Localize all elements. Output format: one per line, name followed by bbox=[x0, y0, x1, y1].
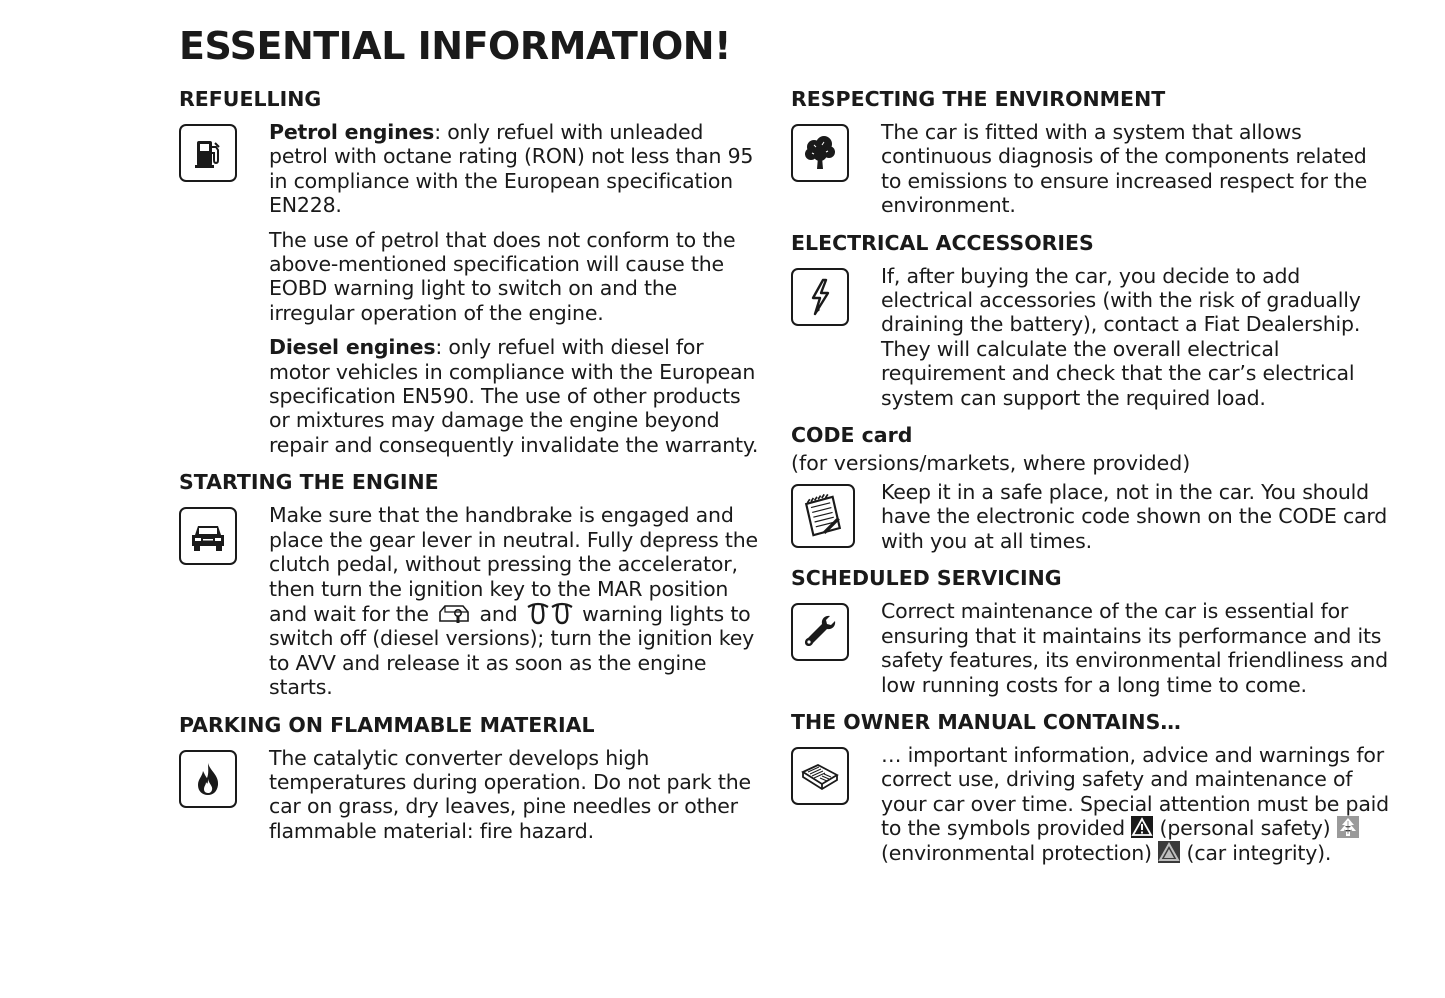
code-card-paragraph: Keep it in a safe place, not in the car. You should have the electronic code shown on the CODE card with you at all times. bbox=[881, 480, 1388, 553]
owner-manual-personal-safety: (personal safety) bbox=[1159, 816, 1331, 841]
parking-heading: PARKING ON FLAMMABLE MATERIAL bbox=[179, 712, 595, 737]
environment-heading: RESPECTING THE ENVIRONMENT bbox=[791, 87, 1166, 111]
section-refuelling bbox=[179, 84, 764, 457]
open-book-icon bbox=[791, 747, 849, 805]
refuelling-eobd-paragraph: The use of petrol that does not conform to the above-mentioned specification will cause the EOBD warning light to switch on and the irregular operation of the engine. bbox=[269, 227, 736, 325]
environmental-protection-icon bbox=[1337, 816, 1359, 838]
electrical-heading: ELECTRICAL ACCESSORIES bbox=[791, 230, 1094, 255]
section-electrical bbox=[791, 228, 1391, 410]
fuel-pump-icon bbox=[179, 124, 237, 182]
section-environment bbox=[791, 84, 1391, 218]
owner-manual-heading: THE OWNER MANUAL CONTAINS… bbox=[791, 709, 1181, 734]
owner-manual-text-a: … important information, advice and warnings for correct use, driving safety and maintenance of your car over time. Special attention must be paid to the symbols provided bbox=[881, 742, 1389, 841]
right-column bbox=[791, 84, 1391, 875]
section-starting-engine bbox=[179, 467, 764, 699]
glow-plug-warning-icon bbox=[526, 601, 574, 625]
section-owner-manual bbox=[791, 707, 1391, 865]
personal-safety-warning-icon bbox=[1131, 816, 1153, 838]
page-title: ESSENTIAL INFORMATION! bbox=[179, 24, 731, 68]
wrench-icon bbox=[791, 603, 849, 661]
parking-paragraph: The catalytic converter develops high temperatures during operation. Do not park the car on grass, dry leaves, pine needles or other flammable material: fire hazard. bbox=[269, 745, 751, 843]
lightning-icon bbox=[791, 268, 849, 326]
owner-manual-paragraph bbox=[881, 743, 1391, 865]
flame-icon bbox=[179, 750, 237, 808]
owner-manual-car-integrity: (car integrity). bbox=[1186, 840, 1332, 865]
refuelling-heading: REFUELLING bbox=[179, 87, 322, 111]
refuelling-petrol-paragraph bbox=[269, 120, 764, 218]
car-icon bbox=[179, 507, 237, 565]
diesel-engines-text: : only refuel with diesel for motor vehicles in compliance with the European specification EN590. The use of other products or mixtures may damage the engine beyond repair and consequently invalidate the warranty. bbox=[269, 335, 759, 457]
code-card-subheading: (for versions/markets, where provided) bbox=[791, 451, 1191, 476]
owner-manual-environmental: (environmental protection) bbox=[881, 840, 1152, 865]
immobilizer-key-warning-icon bbox=[437, 601, 471, 625]
starting-text-and: and bbox=[479, 601, 518, 626]
starting-text-b: warning lights to switch off (diesel versions); turn the ignition key to AVV and release it as soon as the engine starts. bbox=[269, 601, 755, 700]
notebook-icon bbox=[791, 484, 855, 548]
environment-paragraph: The car is fitted with a system that allows continuous diagnosis of the components related to emissions to ensure increased respect for the environment. bbox=[881, 120, 1368, 218]
starting-paragraph bbox=[269, 503, 764, 699]
section-code-card bbox=[791, 420, 1391, 553]
electrical-paragraph: If, after buying the car, you decide to add electrical accessories (with the risk of gradually draining the battery), contact a Fiat Dealership. They will calculate the overall electrical requirement and check that the car’s electrical system can support the required load. bbox=[881, 263, 1361, 410]
servicing-paragraph: Correct maintenance of the car is essential for ensuring that it maintains its performance and its safety features, its environmental friendliness and low running costs for a long time to come. bbox=[881, 599, 1388, 697]
section-servicing bbox=[791, 563, 1391, 697]
petrol-engines-text: : only refuel with unleaded petrol with octane rating (RON) not less than 95 in compliance with the European specification EN228. bbox=[269, 120, 754, 218]
left-column bbox=[179, 84, 764, 853]
section-parking bbox=[179, 710, 764, 844]
diesel-engines-label: Diesel engines bbox=[269, 335, 436, 360]
refuelling-diesel-paragraph bbox=[269, 335, 764, 457]
tree-icon bbox=[791, 124, 849, 182]
code-card-heading: CODE card bbox=[791, 423, 913, 448]
servicing-heading: SCHEDULED SERVICING bbox=[791, 566, 1062, 591]
car-integrity-warning-icon bbox=[1158, 841, 1180, 863]
starting-heading: STARTING THE ENGINE bbox=[179, 470, 439, 495]
starting-text-a: Make sure that the handbrake is engaged and place the gear lever in neutral. Fully depress the clutch pedal, without pressing the accelerator, then turn the ignition key to the MAR position and wait for the bbox=[269, 503, 758, 626]
petrol-engines-label: Petrol engines bbox=[269, 120, 435, 144]
